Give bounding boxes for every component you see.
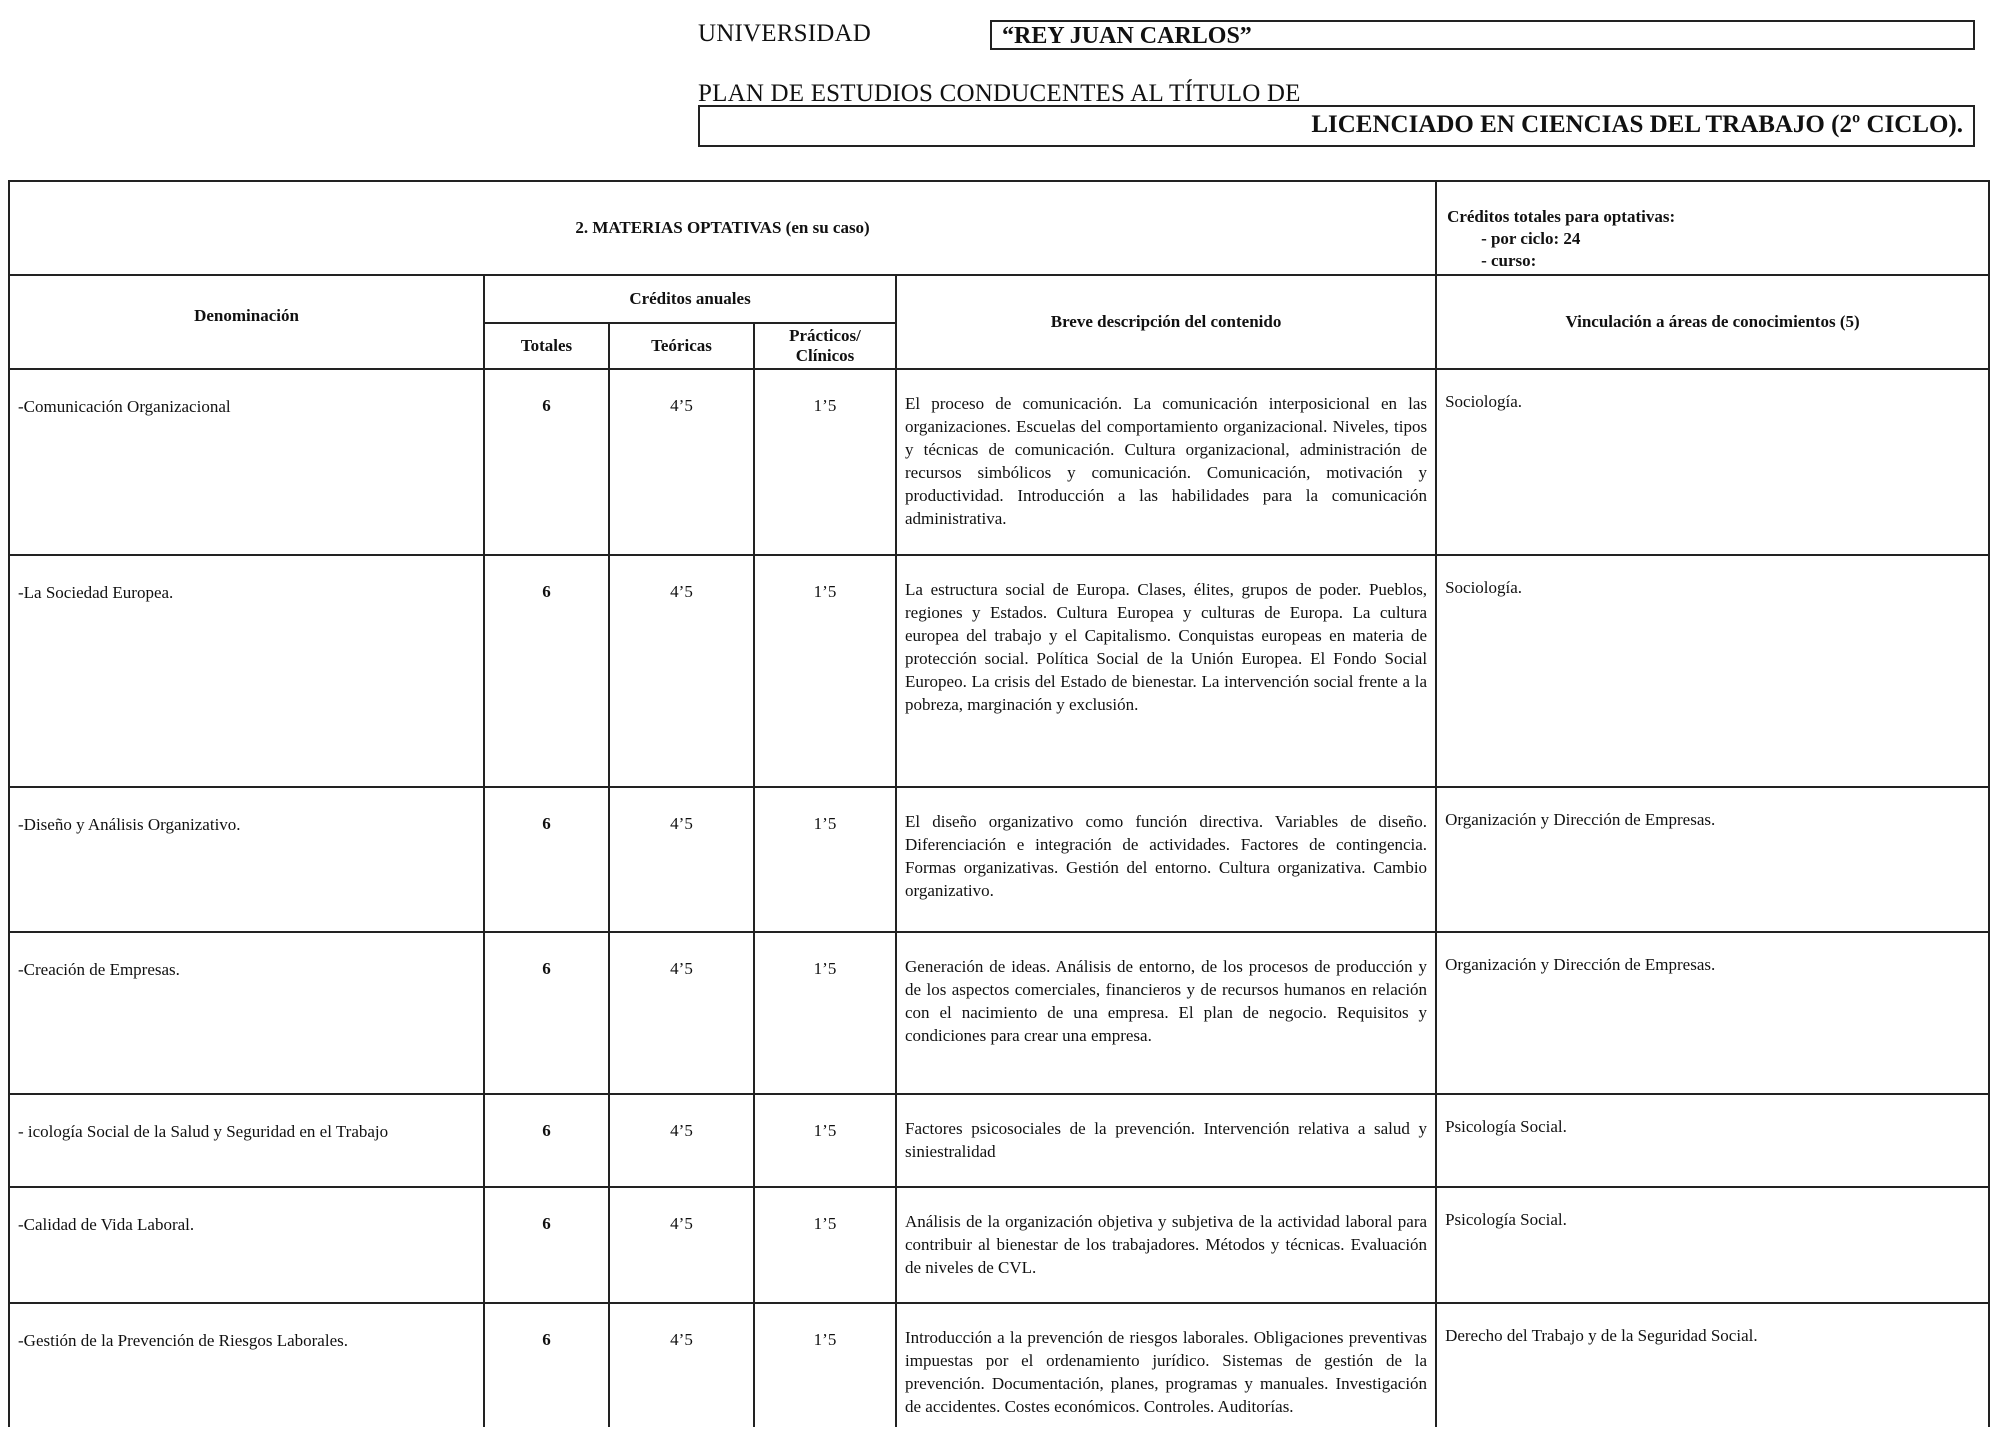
col-header-credits: Créditos anuales [484,275,896,323]
optional-subjects-table [8,180,1990,1427]
plan-label: PLAN DE ESTUDIOS CONDUCENTES AL TÍTULO DE [698,80,1301,107]
credits-course: - curso: [1481,251,1537,270]
table-row [9,1187,1989,1303]
subject-description: El diseño organizativo como función directiva. Variables de diseño. Diferenciación e integración de actividades. Factores de contingencia. Formas organizativas. Gestión del entorno. Cultura organizativa. Cambio organizativo. [896,787,1436,932]
degree-box [698,105,1975,147]
subject-description: El proceso de comunicación. La comunicación interposicional en las organizaciones. Escuelas del comportamiento organizacional. Niveles, tipos y técnicas de comunicación. Cultura organizacional, administración de recursos simbólicos y comunicación. Comunicación, motivación y productividad. Introducción a las habilidades para la comunicación administrativa. [896,369,1436,555]
col-header-name: Denominación [9,275,484,369]
subject-area: Psicología Social. [1436,1187,1989,1303]
university-name: “REY JUAN CARLOS” [1002,23,1252,49]
table-row [9,787,1989,932]
subject-name: -Diseño y Análisis Organizativo. [9,787,484,932]
credits-per-cycle: - por ciclo: 24 [1481,229,1581,248]
subject-name: -Comunicación Organizacional [9,369,484,555]
subject-total: 6 [484,1303,609,1427]
subject-practice: 1’5 [754,369,896,555]
subject-area: Organización y Dirección de Empresas. [1436,787,1989,932]
subject-name: - icología Social de la Salud y Seguridad en el Trabajo [9,1094,484,1187]
subject-theory: 4’5 [609,1187,754,1303]
table-row [9,932,1989,1094]
section-title: 2. MATERIAS OPTATIVAS (en su caso) [9,181,1436,275]
subject-area: Derecho del Trabajo y de la Seguridad Social. [1436,1303,1989,1427]
col-header-area: Vinculación a áreas de conocimientos (5) [1436,275,1989,369]
subject-theory: 4’5 [609,1094,754,1187]
subject-name: -La Sociedad Europea. [9,555,484,787]
subject-description: Introducción a la prevención de riesgos laborales. Obligaciones preventivas impuestas por el ordenamiento jurídico. Sistemas de gestión de la prevención. Documentación, planes, programas y manuales. Investigación de accidentes. Costes económicos. Controles. Auditorías. [896,1303,1436,1427]
university-label: UNIVERSIDAD [698,20,872,47]
subject-total: 6 [484,932,609,1094]
credits-info [1436,181,1989,275]
subject-practice: 1’5 [754,555,896,787]
subject-theory: 4’5 [609,1303,754,1427]
col-header-practice: Prácticos/ Clínicos [754,323,896,369]
subject-area: Psicología Social. [1436,1094,1989,1187]
subject-name: -Gestión de la Prevención de Riesgos Laborales. [9,1303,484,1427]
subject-description: La estructura social de Europa. Clases, élites, grupos de poder. Pueblos, regiones y Estados. Cultura Europea y culturas de Europa. La cultura europea del trabajo y el Capitalismo. Conquistas europeas en materia de protección social. Política Social de la Unión Europea. El Fondo Social Europeo. La crisis del Estado de bienestar. La intervención social frente a la pobreza, marginación y exclusión. [896,555,1436,787]
subject-theory: 4’5 [609,787,754,932]
table-row [9,369,1989,555]
subject-theory: 4’5 [609,932,754,1094]
subject-area: Sociología. [1436,369,1989,555]
subject-practice: 1’5 [754,1303,896,1427]
university-name-box [990,20,1975,50]
subject-area: Sociología. [1436,555,1989,787]
subject-name: -Creación de Empresas. [9,932,484,1094]
subject-practice: 1’5 [754,932,896,1094]
col-header-total: Totales [484,323,609,369]
subject-practice: 1’5 [754,1187,896,1303]
subject-name: -Calidad de Vida Laboral. [9,1187,484,1303]
col-header-description: Breve descripción del contenido [896,275,1436,369]
table-row [9,1303,1989,1427]
subject-total: 6 [484,1094,609,1187]
table-row [9,555,1989,787]
subject-description: Generación de ideas. Análisis de entorno, de los procesos de producción y de los aspectos comerciales, financieros y de recursos humanos en relación con el nacimiento de una empresa. El plan de negocio. Requisitos y condiciones para crear una empresa. [896,932,1436,1094]
subject-practice: 1’5 [754,787,896,932]
subject-theory: 4’5 [609,555,754,787]
subject-description: Análisis de la organización objetiva y subjetiva de la actividad laboral para contribuir al bienestar de los trabajadores. Métodos y técnicas. Evaluación de niveles de CVL. [896,1187,1436,1303]
credits-info-title: Créditos totales para optativas: [1447,207,1676,226]
subject-area: Organización y Dirección de Empresas. [1436,932,1989,1094]
subject-description: Factores psicosociales de la prevención. Intervención relativa a salud y siniestralidad [896,1094,1436,1187]
col-header-theory: Teóricas [609,323,754,369]
subject-total: 6 [484,369,609,555]
subject-total: 6 [484,787,609,932]
subject-total: 6 [484,555,609,787]
subject-total: 6 [484,1187,609,1303]
subject-theory: 4’5 [609,369,754,555]
degree-title: LICENCIADO EN CIENCIAS DEL TRABAJO (2º CICLO). [1311,111,1963,138]
table-row [9,1094,1989,1187]
subject-practice: 1’5 [754,1094,896,1187]
